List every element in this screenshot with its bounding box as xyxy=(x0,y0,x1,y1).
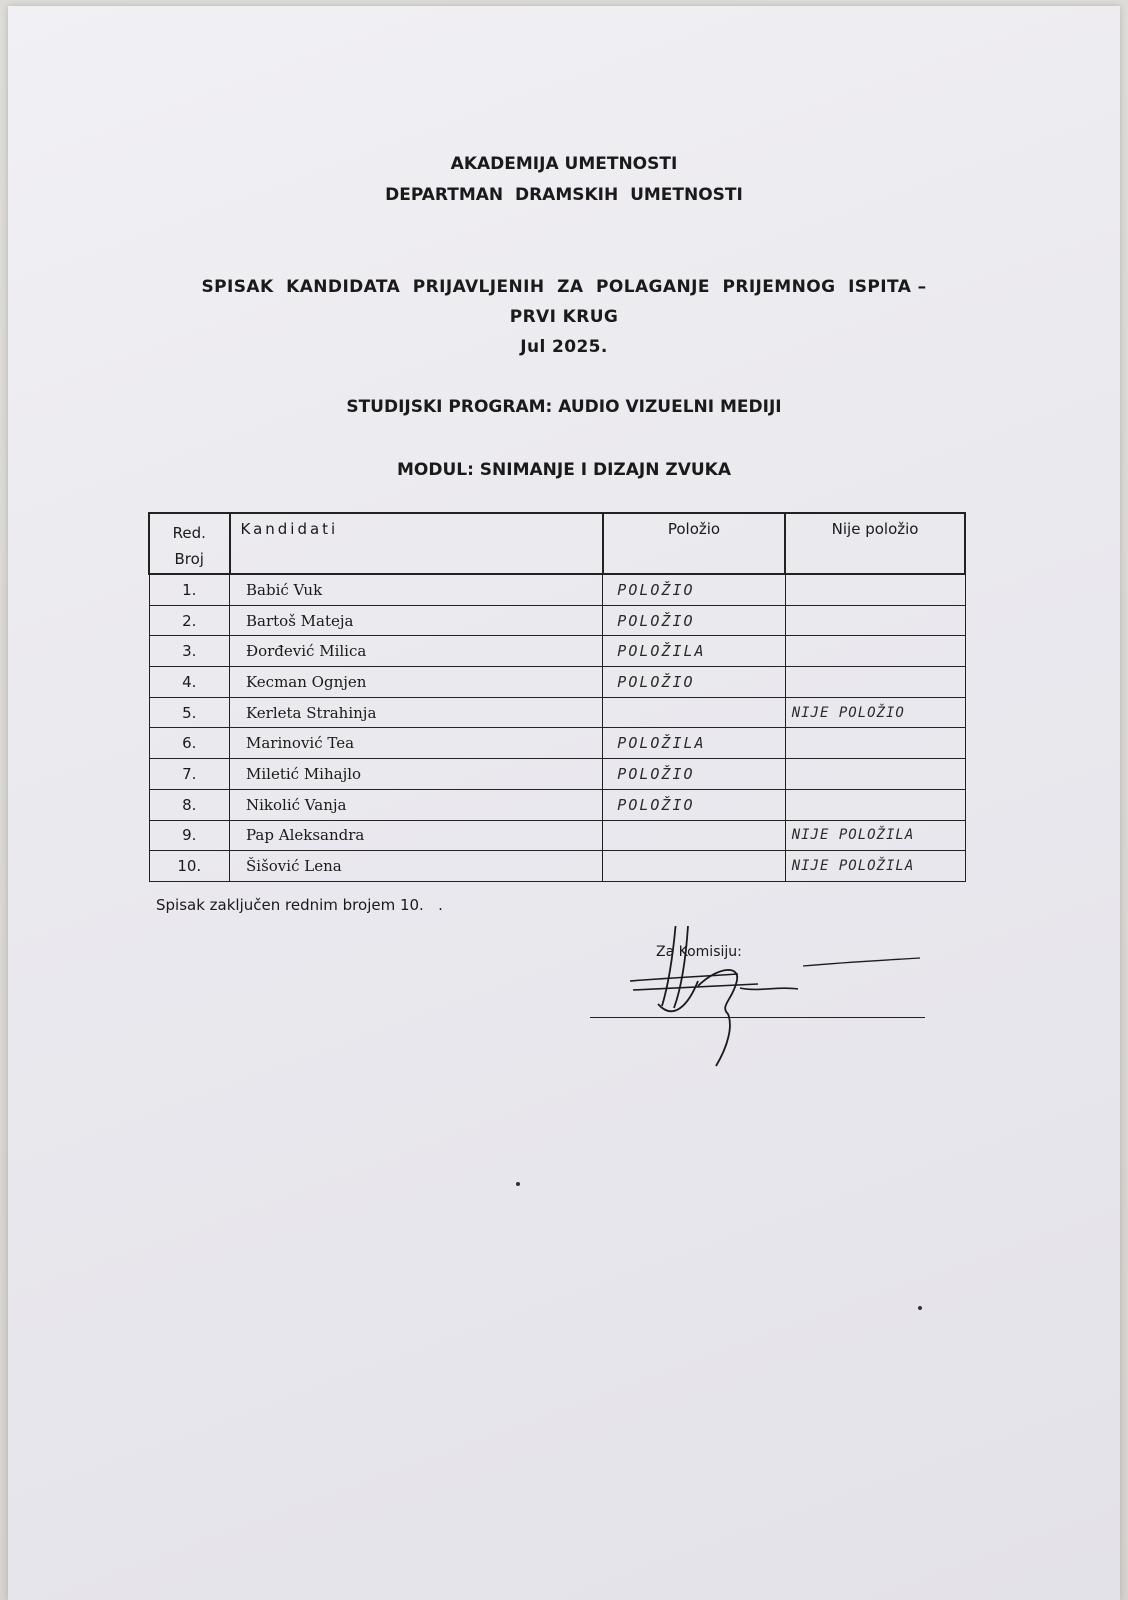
failed-mark xyxy=(785,574,965,605)
table-row xyxy=(149,574,965,605)
header-passed: Položio xyxy=(603,513,785,574)
passed-mark: POLOŽIO xyxy=(603,574,785,605)
committee-label: Za Komisiju: xyxy=(656,944,742,960)
header-failed: Nije položio xyxy=(785,513,965,574)
failed-mark: NIJE POLOŽIO xyxy=(785,697,965,728)
document-title xyxy=(8,272,1120,362)
candidate-name: Bartoš Mateja xyxy=(230,605,603,636)
row-number: 7. xyxy=(149,759,230,790)
candidate-name: Kecman Ognjen xyxy=(230,667,603,698)
table-row xyxy=(149,759,965,790)
candidate-name: Marinović Tea xyxy=(230,728,603,759)
table-row xyxy=(149,697,965,728)
closing-note: Spisak zaključen rednim brojem 10. . xyxy=(156,896,443,914)
candidates-table xyxy=(148,512,966,882)
passed-mark: POLOŽILA xyxy=(603,636,785,667)
table-row xyxy=(149,605,965,636)
table-row xyxy=(149,789,965,820)
failed-mark xyxy=(785,605,965,636)
candidate-name: Kerleta Strahinja xyxy=(230,697,603,728)
table-row xyxy=(149,636,965,667)
header-number-line-1: Red. xyxy=(172,524,206,542)
study-module: MODUL: SNIMANJE I DIZAJN ZVUKA xyxy=(396,460,732,480)
table-header-row xyxy=(149,513,965,574)
passed-mark: POLOŽIO xyxy=(603,667,785,698)
candidate-name: Babić Vuk xyxy=(230,574,603,605)
failed-mark xyxy=(785,789,965,820)
row-number: 5. xyxy=(149,697,230,728)
passed-mark xyxy=(603,820,785,851)
document-page xyxy=(8,6,1120,1600)
passed-mark: POLOŽIO xyxy=(603,605,785,636)
header-number-line-2: Broj xyxy=(174,550,204,568)
title-line-2: PRVI KRUG xyxy=(509,307,619,327)
passed-mark: POLOŽIO xyxy=(603,759,785,790)
row-number: 4. xyxy=(149,667,230,698)
candidate-name: Šišović Lena xyxy=(230,851,603,882)
failed-mark xyxy=(785,759,965,790)
failed-mark: NIJE POLOŽILA xyxy=(785,820,965,851)
candidate-name: Miletić Mihajlo xyxy=(230,759,603,790)
paper-speck xyxy=(516,1182,520,1186)
failed-mark xyxy=(785,667,965,698)
candidate-name: Nikolić Vanja xyxy=(230,789,603,820)
passed-mark: POLOŽILA xyxy=(603,728,785,759)
failed-mark xyxy=(785,636,965,667)
institution-header xyxy=(8,149,1120,211)
table-row xyxy=(149,667,965,698)
row-number: 9. xyxy=(149,820,230,851)
row-number: 1. xyxy=(149,574,230,605)
candidate-name: Pap Aleksandra xyxy=(230,820,603,851)
table-row xyxy=(149,728,965,759)
row-number: 2. xyxy=(149,605,230,636)
passed-mark xyxy=(603,851,785,882)
table-row xyxy=(149,820,965,851)
row-number: 8. xyxy=(149,789,230,820)
header-candidates: Kandidati xyxy=(230,513,603,574)
department-name: DEPARTMAN DRAMSKIH UMETNOSTI xyxy=(385,185,743,205)
paper-speck xyxy=(918,1306,922,1310)
failed-mark xyxy=(785,728,965,759)
passed-mark xyxy=(603,697,785,728)
institution-name: AKADEMIJA UMETNOSTI xyxy=(450,154,678,174)
header-number xyxy=(149,513,230,574)
row-number: 10. xyxy=(149,851,230,882)
row-number: 3. xyxy=(149,636,230,667)
passed-mark: POLOŽIO xyxy=(603,789,785,820)
failed-mark: NIJE POLOŽILA xyxy=(785,851,965,882)
signature-image xyxy=(628,926,948,1086)
title-date: Jul 2025. xyxy=(520,337,608,357)
title-line-1: SPISAK KANDIDATA PRIJAVLJENIH ZA POLAGANJE PRIJEMNOG ISPITA – xyxy=(201,277,927,297)
table-row xyxy=(149,851,965,882)
row-number: 6. xyxy=(149,728,230,759)
study-program: STUDIJSKI PROGRAM: AUDIO VIZUELNI MEDIJI xyxy=(346,397,782,417)
candidate-name: Đorđević Milica xyxy=(230,636,603,667)
